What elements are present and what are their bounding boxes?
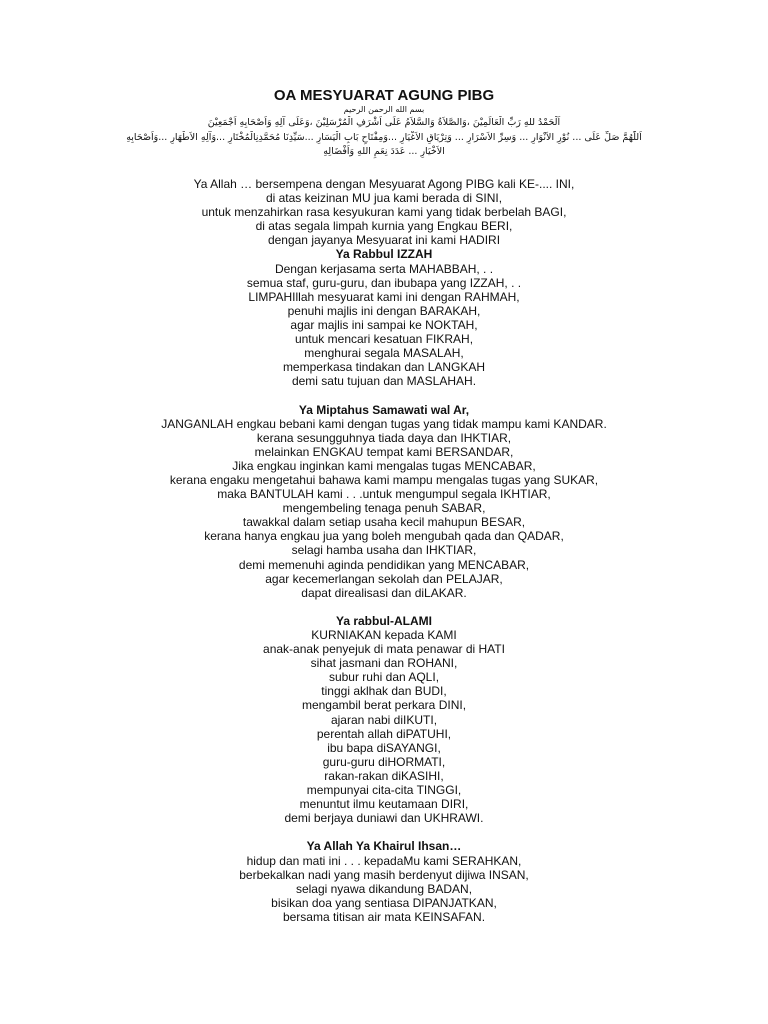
stanza-spacer — [0, 825, 768, 839]
text-line: perentah allah diPATUHI, — [316, 726, 452, 741]
text-line: tawakkal dalam setiap usaha kecil mahupun BESAR, — [242, 515, 526, 530]
text-line: untuk menzahirkan rasa kesyukuran kami yang tidak berbelah BAGI, — [201, 205, 567, 220]
text-line: mengembeling tenaga penuh SABAR, — [282, 501, 486, 516]
text-line: Jika engkau inginkan kami mengalas tugas MENCABAR, — [232, 458, 536, 473]
text-line: melainkan ENGKAU tempat kami BERSANDAR, — [254, 444, 514, 459]
text-line: menuntut ilmu keutamaan DIRI, — [299, 797, 469, 812]
text-line: bersama titisan air mata KEINSAFAN. — [282, 909, 486, 924]
text-line: KURNIAKAN kepada KAMI — [311, 628, 457, 642]
arabic-line-3: الاَخْيَارِ ... عَدَدَ نِعَمِ اللهِ وَاَفْضَالِهِ — [323, 146, 445, 157]
text-line: kerana sesungguhnya tiada daya dan IHKTIAR, — [256, 430, 512, 445]
text-line: agar kecemerlangan sekolah dan PELAJAR, — [265, 571, 503, 586]
text-line: tinggi aklhak dan BUDI, — [321, 684, 447, 699]
text-line: dapat direalisasi dan diLAKAR. — [301, 585, 467, 600]
text-line: menghurai segala MASALAH, — [304, 346, 464, 361]
stanza-spacer — [0, 600, 768, 614]
stanza-heading: Ya Miptahus Samawati wal Ar, — [298, 402, 470, 417]
text-line: kerana hanya engkau jua yang boleh mengubah qada dan QADAR, — [204, 529, 564, 544]
text-line: ibu bapa diSAYANGI, — [327, 740, 441, 755]
text-line: semua staf, guru-guru, dan ibubapa yang IZZAH, . . — [246, 275, 522, 290]
text-line: di atas keizinan MU jua kami berada di SINI, — [265, 191, 503, 206]
arabic-line-2: اَللّٰهُمَّ صَلِّ عَلَى ... نُوْرِ الاَنْوَارِ ... وَسِرِّ الاَسْرَارِ ... وَتِرْيَاقِ الاَغْيَارِ ...وَمِفْتَاحِ بَابِ الْيَسَارِ ...سَيِّدِنَا مُحَمَّدِنِالْمُخْتَارِ ...وَآلِهِ الاَطْهَارِ ...وَاَصْحَابِهِ — [126, 132, 642, 143]
text-line: demi memenuhi aginda pendidikan yang MENCABAR, — [238, 557, 530, 572]
text-line: hidup dan mati ini . . . kepadaMu kami SERAHKAN, — [246, 853, 522, 868]
text-line: sihat jasmani dan ROHANI, — [310, 656, 458, 671]
text-line: anak-anak penyejuk di mata penawar di HATI — [263, 642, 505, 657]
text-line: LIMPAHIllah mesyuarat kami ini dengan RAHMAH, — [248, 289, 520, 304]
text-line: kerana engaku mengetahui bahawa kami mampu mengalas tugas yang SUKAR, — [169, 472, 599, 487]
text-line: Dengan kerjasama serta MAHABBAH, . . — [274, 261, 494, 276]
text-line: ajaran nabi diIKUTI, — [330, 712, 438, 727]
text-line: berbekalkan nadi yang masih berdenyut dijiwa INSAN, — [239, 867, 529, 882]
text-line: subur ruhi dan AQLI, — [328, 670, 440, 685]
text-line: bisikan doa yang sentiasa DIPANJATKAN, — [271, 895, 497, 910]
stanza-heading: Ya rabbul-ALAMI — [335, 613, 432, 628]
arabic-bismillah: بسم الله الرحمن الرحيم — [343, 105, 425, 114]
text-line: agar majlis ini sampai ke NOKTAH, — [290, 317, 478, 332]
text-line: selagi hamba usaha dan IHKTIAR, — [291, 543, 477, 558]
document-title: OA MESYUARAT AGUNG PIBG — [273, 87, 495, 104]
stanza-spacer — [0, 388, 768, 402]
text-line: demi satu tujuan dan MASLAHAH. — [291, 374, 477, 389]
text-line: rakan-rakan diKASIHI, — [324, 768, 444, 783]
stanza-heading: Ya Allah Ya Khairul Ihsan… — [306, 839, 462, 854]
text-line: guru-guru diHORMATI, — [322, 754, 446, 769]
text-line: memperkasa tindakan dan LANGKAH — [282, 360, 486, 375]
text-line: di atas segala limpah kurnia yang Engkau BERI, — [255, 219, 513, 234]
text-line: untuk mencari kesatuan FIKRAH, — [294, 332, 474, 347]
text-line: JANGANLAH engkau bebani kami dengan tugas yang tidak mampu kami KANDAR. — [161, 416, 607, 431]
stanza-heading: Ya Rabbul IZZAH — [335, 247, 433, 262]
text-line: penuhi majlis ini dengan BARAKAH, — [287, 303, 481, 318]
text-line: selagi nyawa dikandung BADAN, — [295, 881, 473, 896]
prayer-text — [0, 177, 768, 924]
text-line: mempunyai cita-cita TINGGI, — [306, 783, 462, 798]
arabic-line-1: اَلْحَمْدُ للهِ رَبِّ الْعَالَمِيْنَ ،وَالصَّلاَةُ وَالسَّلاَمُ عَلَى اَشْرَفِ الْمُرْسَلِيْنَ ،وَعَلَى آلِهِ وَاَصْحَابِهِ اَجْمَعِيْنَ — [207, 117, 561, 128]
text-line: demi berjaya duniawi dan UKHRAWI. — [284, 811, 484, 826]
text-line: mengambil berat perkara DINI, — [301, 698, 467, 713]
text-line: dengan jayanya Mesyuarat ini kami HADIRI — [267, 233, 501, 248]
text-line: Ya Allah … bersempena dengan Mesyuarat Agong PIBG kali KE-.... INI, — [193, 177, 575, 191]
text-line: maka BANTULAH kami . . .untuk mengumpul segala IKHTIAR, — [217, 487, 551, 502]
